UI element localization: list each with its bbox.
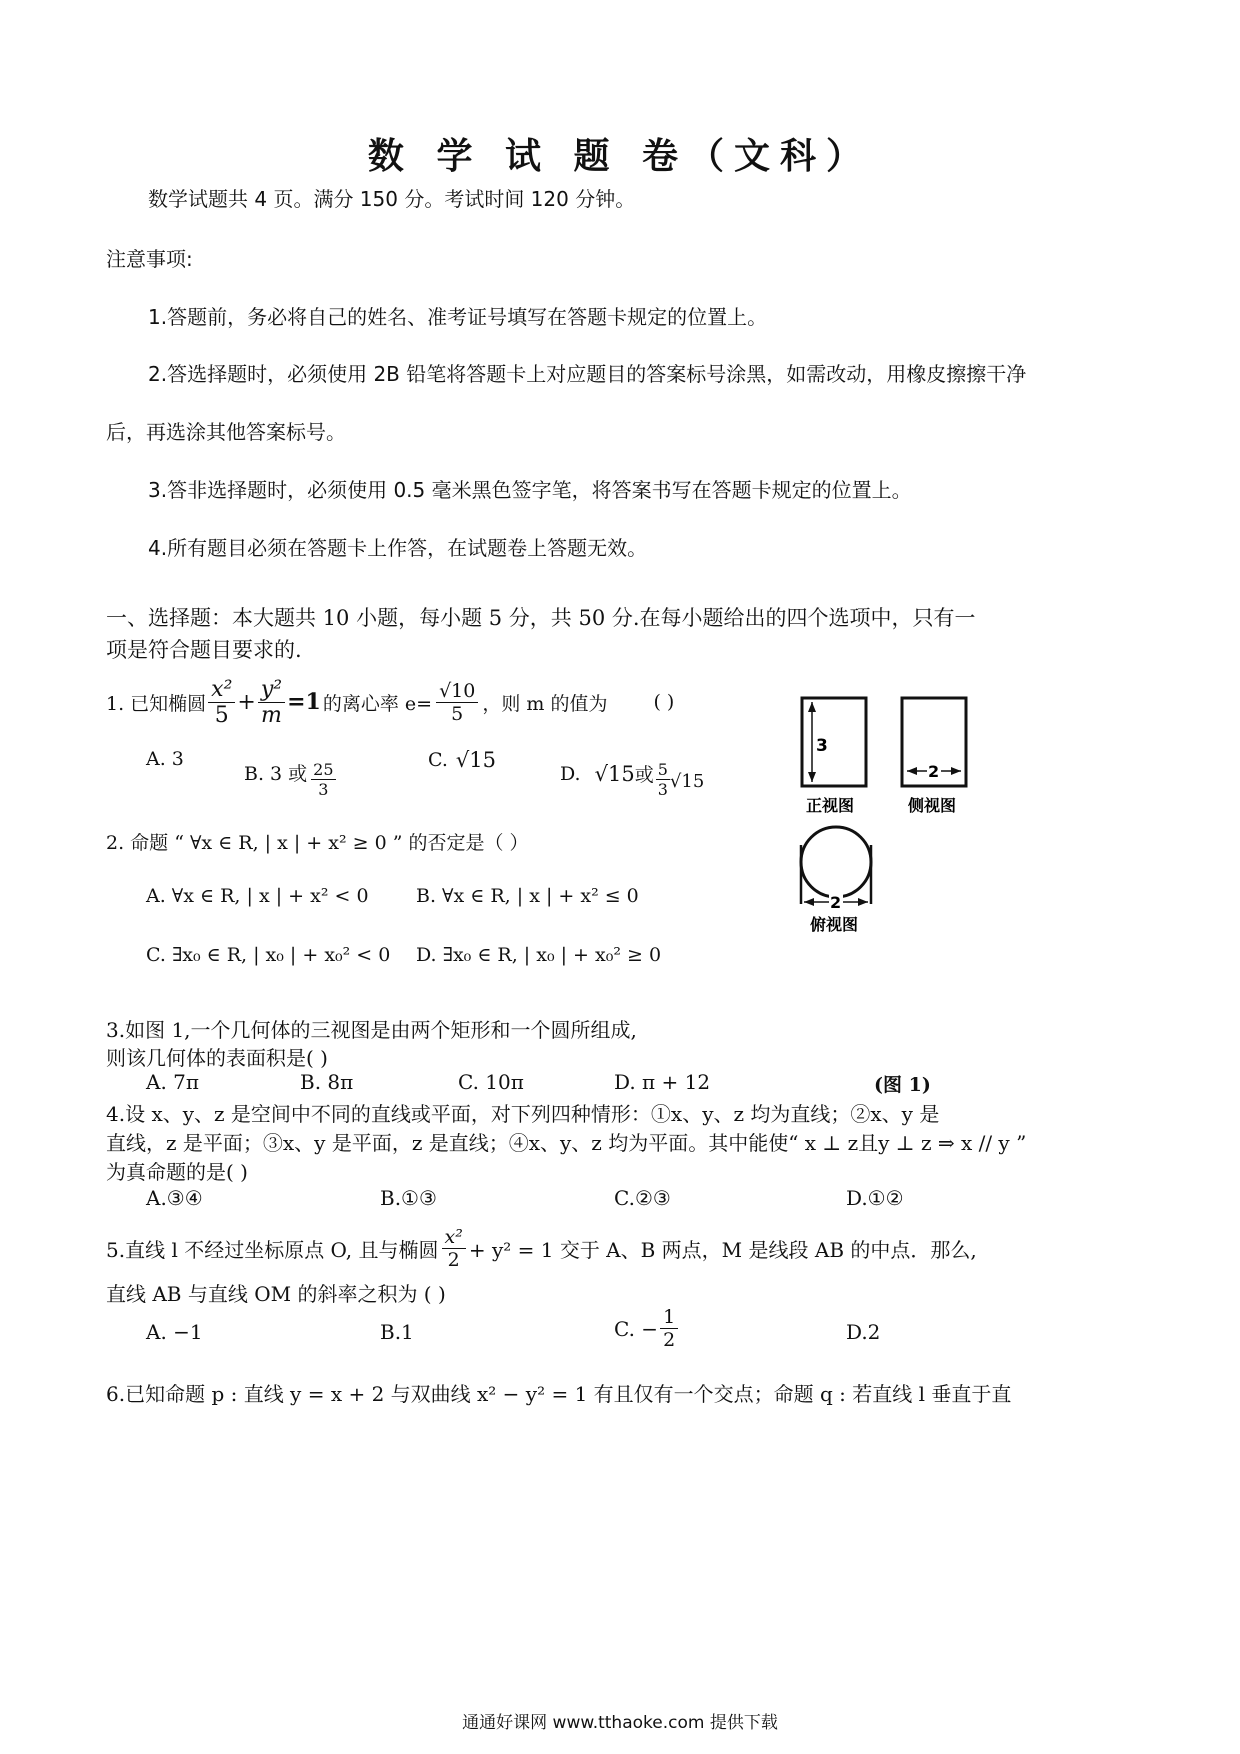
q2-option-d: D. ∃x₀ ∈ R, | x₀ | + x₀² ≥ 0 [416, 944, 662, 966]
notice-item-4: 4.所有题目必须在答题卡上作答，在试题卷上答题无效。 [148, 536, 648, 560]
q1-paren: ( ) [653, 691, 675, 713]
top-view [801, 827, 871, 934]
q3-option-d: D. π + 12 [614, 1070, 711, 1094]
question-5-line2: 直线 AB 与直线 OM 的斜率之积为 ( ) [106, 1282, 446, 1306]
front-view [802, 698, 866, 815]
question-3-line2: 则该几何体的表面积是( ) [106, 1046, 328, 1070]
front-view-caption: 正视图 [806, 796, 855, 815]
q5-option-c-frac [660, 1306, 678, 1351]
q1-option-b-frac-den: 3 [318, 780, 329, 799]
q1-eq: =1 [287, 689, 321, 715]
question-4-line2: 直线，z 是平面；③x、y 是平面，z 是直线；④x、y、z 均为平面。其中能使“ x ⊥ z且y ⊥ z ⇒ x // y ” [106, 1131, 1027, 1155]
notice-title: 注意事项: [106, 247, 193, 271]
page-title: 数 学 试 题 卷（文科） [367, 136, 873, 177]
question-1-stem [106, 672, 674, 732]
q1-frac-y-num: y² [258, 677, 285, 703]
side-view-width-label: 2 [928, 762, 940, 781]
q1-frac-y-den: m [261, 702, 282, 728]
exam-intro: 数学试题共 4 页。满分 150 分。考试时间 120 分钟。 [148, 187, 636, 211]
notice-item-1: 1.答题前，务必将自己的姓名、准考证号填写在答题卡规定的位置上。 [148, 305, 768, 329]
q1-option-d [560, 748, 704, 799]
q1-option-d-label: D. [560, 762, 581, 785]
q1-frac-x [208, 677, 235, 728]
question-5-line1 [106, 1220, 977, 1276]
question-4-line3: 为真命题的是( ) [106, 1160, 248, 1184]
q3-option-a: A. 7π [146, 1070, 200, 1094]
side-view-caption: 侧视图 [908, 796, 957, 815]
notice-item-2: 2.答选择题时，必须使用 2B 铅笔将答题卡上对应题目的答案标号涂黑，如需改动，用橡皮擦擦干净 [148, 362, 1027, 386]
q4-option-a: A.③④ [146, 1186, 203, 1210]
q1-option-d-expr2: √15 [669, 771, 705, 792]
q1-frac-e-num: √10 [436, 680, 478, 703]
top-view-width-label: 2 [830, 893, 842, 912]
q4-option-b: B.①③ [380, 1186, 437, 1210]
notice-item-3: 3.答非选择题时，必须使用 0.5 毫米黑色签字笔，将答案书写在答题卡规定的位置上。 [148, 478, 912, 502]
q3-option-c: C. 10π [458, 1070, 524, 1094]
q1-option-a: A. 3 [146, 748, 184, 770]
notice-item-2-cont: 后，再选涂其他答案标号。 [106, 420, 346, 444]
q1-option-d-frac-num: 5 [657, 760, 668, 779]
section-heading-line1: 一、选择题：本大题共 10 小题，每小题 5 分，共 50 分.在每小题给出的四个选项中，只有一 [106, 606, 976, 630]
q1-plus: + [237, 689, 256, 715]
q1-option-b [244, 746, 336, 799]
q1-option-b-frac-num: 25 [313, 760, 334, 779]
q5-option-d: D.2 [846, 1320, 881, 1344]
q5-option-c [614, 1306, 678, 1351]
page-footer: 通通好课网 www.tthaoke.com 提供下载 [462, 1713, 778, 1733]
q1-frac-y [258, 677, 285, 728]
q1-frac-e-den: 5 [451, 702, 464, 725]
q1-frac-e [436, 680, 478, 725]
q2-option-c: C. ∃x₀ ∈ R, | x₀ | + x₀² < 0 [146, 944, 391, 966]
q5-prefix: 5.直线 l 不经过坐标原点 O, 且与椭圆 [106, 1237, 439, 1262]
q1-option-d-or: 或 [634, 764, 654, 786]
q5-suffix: + y² = 1 交于 A、B 两点，M 是线段 AB 的中点．那么, [468, 1237, 977, 1262]
q5-option-a: A. −1 [146, 1320, 203, 1344]
q5-frac-den: 2 [447, 1248, 460, 1271]
q4-option-c: C.②③ [614, 1186, 671, 1210]
q5-frac-num: x² [442, 1226, 466, 1249]
q5-option-c-frac-den: 2 [663, 1329, 676, 1351]
q1-prefix: 1. 已知椭圆 [106, 692, 207, 715]
top-view-caption: 俯视图 [810, 915, 859, 934]
q5-option-c-label: C. − [614, 1316, 659, 1341]
figure-caption: (图 1) [874, 1074, 931, 1096]
q3-option-b: B. 8π [300, 1070, 354, 1094]
q1-frac-x-num: x² [208, 677, 235, 703]
q4-option-d: D.①② [846, 1186, 904, 1210]
q5-option-c-frac-num: 1 [660, 1306, 678, 1329]
side-view [902, 698, 966, 815]
q1-option-d-frac-den: 3 [657, 780, 668, 799]
q2-option-b: B. ∀x ∈ R, | x | + x² ≤ 0 [416, 885, 639, 907]
q1-option-d-expr: √15 [594, 761, 635, 786]
q1-option-c-expr: √15 [455, 748, 497, 772]
q1-option-d-frac [656, 760, 670, 799]
q1-option-b-label: B. 3 或 [244, 763, 308, 785]
question-4-line1: 4.设 x、y、z 是空间中不同的直线或平面，对下列四种情形：①x、y、z 均为直线；②x、y 是 [106, 1102, 940, 1126]
q1-option-c [428, 748, 496, 772]
front-view-height-label: 3 [816, 736, 828, 756]
q2-option-a: A. ∀x ∈ R, | x | + x² < 0 [146, 885, 369, 907]
question-6-line1: 6.已知命题 p : 直线 y = x + 2 与双曲线 x² − y² = 1 有且仅有一个交点；命题 q : 若直线 l 垂直于直 [106, 1382, 1012, 1406]
q1-option-b-frac [311, 760, 335, 799]
question-2-stem: 2. 命题 “ ∀x ∈ R, | x | + x² ≥ 0 ” 的否定是（ ） [106, 832, 529, 854]
q5-frac [442, 1226, 466, 1271]
three-view-figure [780, 690, 990, 950]
question-3-line1: 3.如图 1,一个几何体的三视图是由两个矩形和一个圆所组成, [106, 1018, 637, 1042]
q5-option-b: B.1 [380, 1320, 414, 1344]
q1-suffix: ，则 m 的值为 [482, 692, 608, 715]
section-heading-line2: 项是符合题目要求的. [106, 638, 302, 662]
q1-mid: 的离心率 e= [322, 692, 433, 715]
q1-frac-x-den: 5 [214, 702, 229, 728]
q1-option-c-label: C. [428, 749, 448, 771]
